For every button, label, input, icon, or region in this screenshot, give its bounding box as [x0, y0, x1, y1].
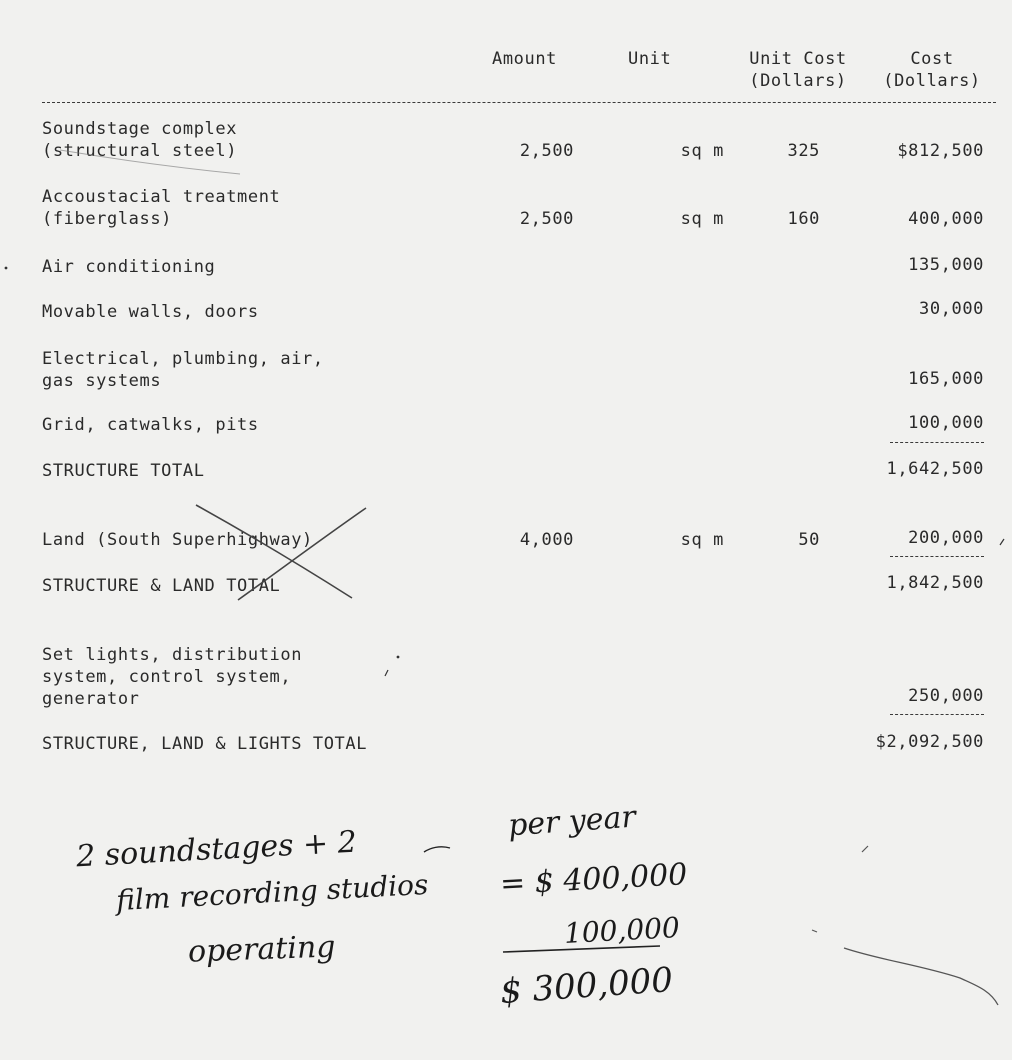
- row-label: Movable walls, doors: [42, 302, 259, 322]
- header-unit-cost: Unit Cost: [749, 49, 847, 69]
- row-cost: $812,500: [897, 141, 984, 161]
- handwritten-amount-gross: = $ 400,000: [499, 857, 689, 902]
- row-label: Soundstage complex: [42, 119, 238, 139]
- header-unit-cost-units: (Dollars): [749, 71, 847, 91]
- row-unit: sq m: [680, 530, 724, 550]
- handwritten-note-line2: film recording studios: [115, 867, 430, 918]
- handwritten-amount-operating: 100,000: [563, 910, 681, 951]
- row-label: STRUCTURE TOTAL: [42, 461, 205, 481]
- row-label: Grid, catwalks, pits: [42, 415, 259, 435]
- row-cost: 100,000: [908, 413, 984, 433]
- row-cost: 135,000: [908, 255, 984, 275]
- row-label: Set lights, distribution: [42, 645, 303, 665]
- row-cost: 165,000: [908, 369, 984, 389]
- row-label: STRUCTURE, LAND & LIGHTS TOTAL: [42, 734, 368, 754]
- header-cost: Cost: [910, 49, 954, 69]
- row-cost: 1,642,500: [886, 459, 984, 479]
- row-label: Electrical, plumbing, air,: [42, 349, 324, 369]
- row-cost: $2,092,500: [875, 732, 984, 752]
- row-unit-cost: 50: [798, 530, 820, 550]
- row-unit-cost: 325: [787, 141, 820, 161]
- row-cost: 250,000: [908, 686, 984, 706]
- row-unit: sq m: [680, 141, 724, 161]
- row-cost: 1,842,500: [886, 573, 984, 593]
- header-amount: Amount: [492, 49, 558, 69]
- row-label-cont: generator: [42, 689, 140, 709]
- row-cost: 30,000: [918, 299, 984, 319]
- row-label-cont: gas systems: [42, 371, 162, 391]
- row-cost: 200,000: [908, 528, 984, 548]
- handwritten-note-line1: 2 soundstages + 2: [75, 824, 358, 875]
- handwritten-note-line3: operating: [187, 929, 336, 970]
- row-amount: 2,500: [519, 209, 574, 229]
- row-amount: 4,000: [519, 530, 574, 550]
- row-label: Accoustacial treatment: [42, 187, 281, 207]
- row-label: Land (South Superhighway): [42, 530, 313, 550]
- handwritten-amount-net: $ 300,000: [498, 960, 675, 1012]
- header-unit: Unit: [628, 49, 672, 69]
- row-amount: 2,500: [519, 141, 574, 161]
- row-label-cont: system, control system,: [42, 667, 292, 687]
- row-label: Air conditioning: [42, 257, 216, 277]
- row-unit: sq m: [680, 209, 724, 229]
- row-label-cont: (fiberglass): [42, 209, 173, 229]
- header-cost-units: (Dollars): [883, 71, 981, 91]
- row-unit-cost: 160: [787, 209, 820, 229]
- row-cost: 400,000: [908, 209, 984, 229]
- row-label-cont: (structural steel): [42, 141, 238, 161]
- row-label: STRUCTURE & LAND TOTAL: [42, 576, 281, 596]
- handwritten-per-year: per year: [506, 799, 637, 844]
